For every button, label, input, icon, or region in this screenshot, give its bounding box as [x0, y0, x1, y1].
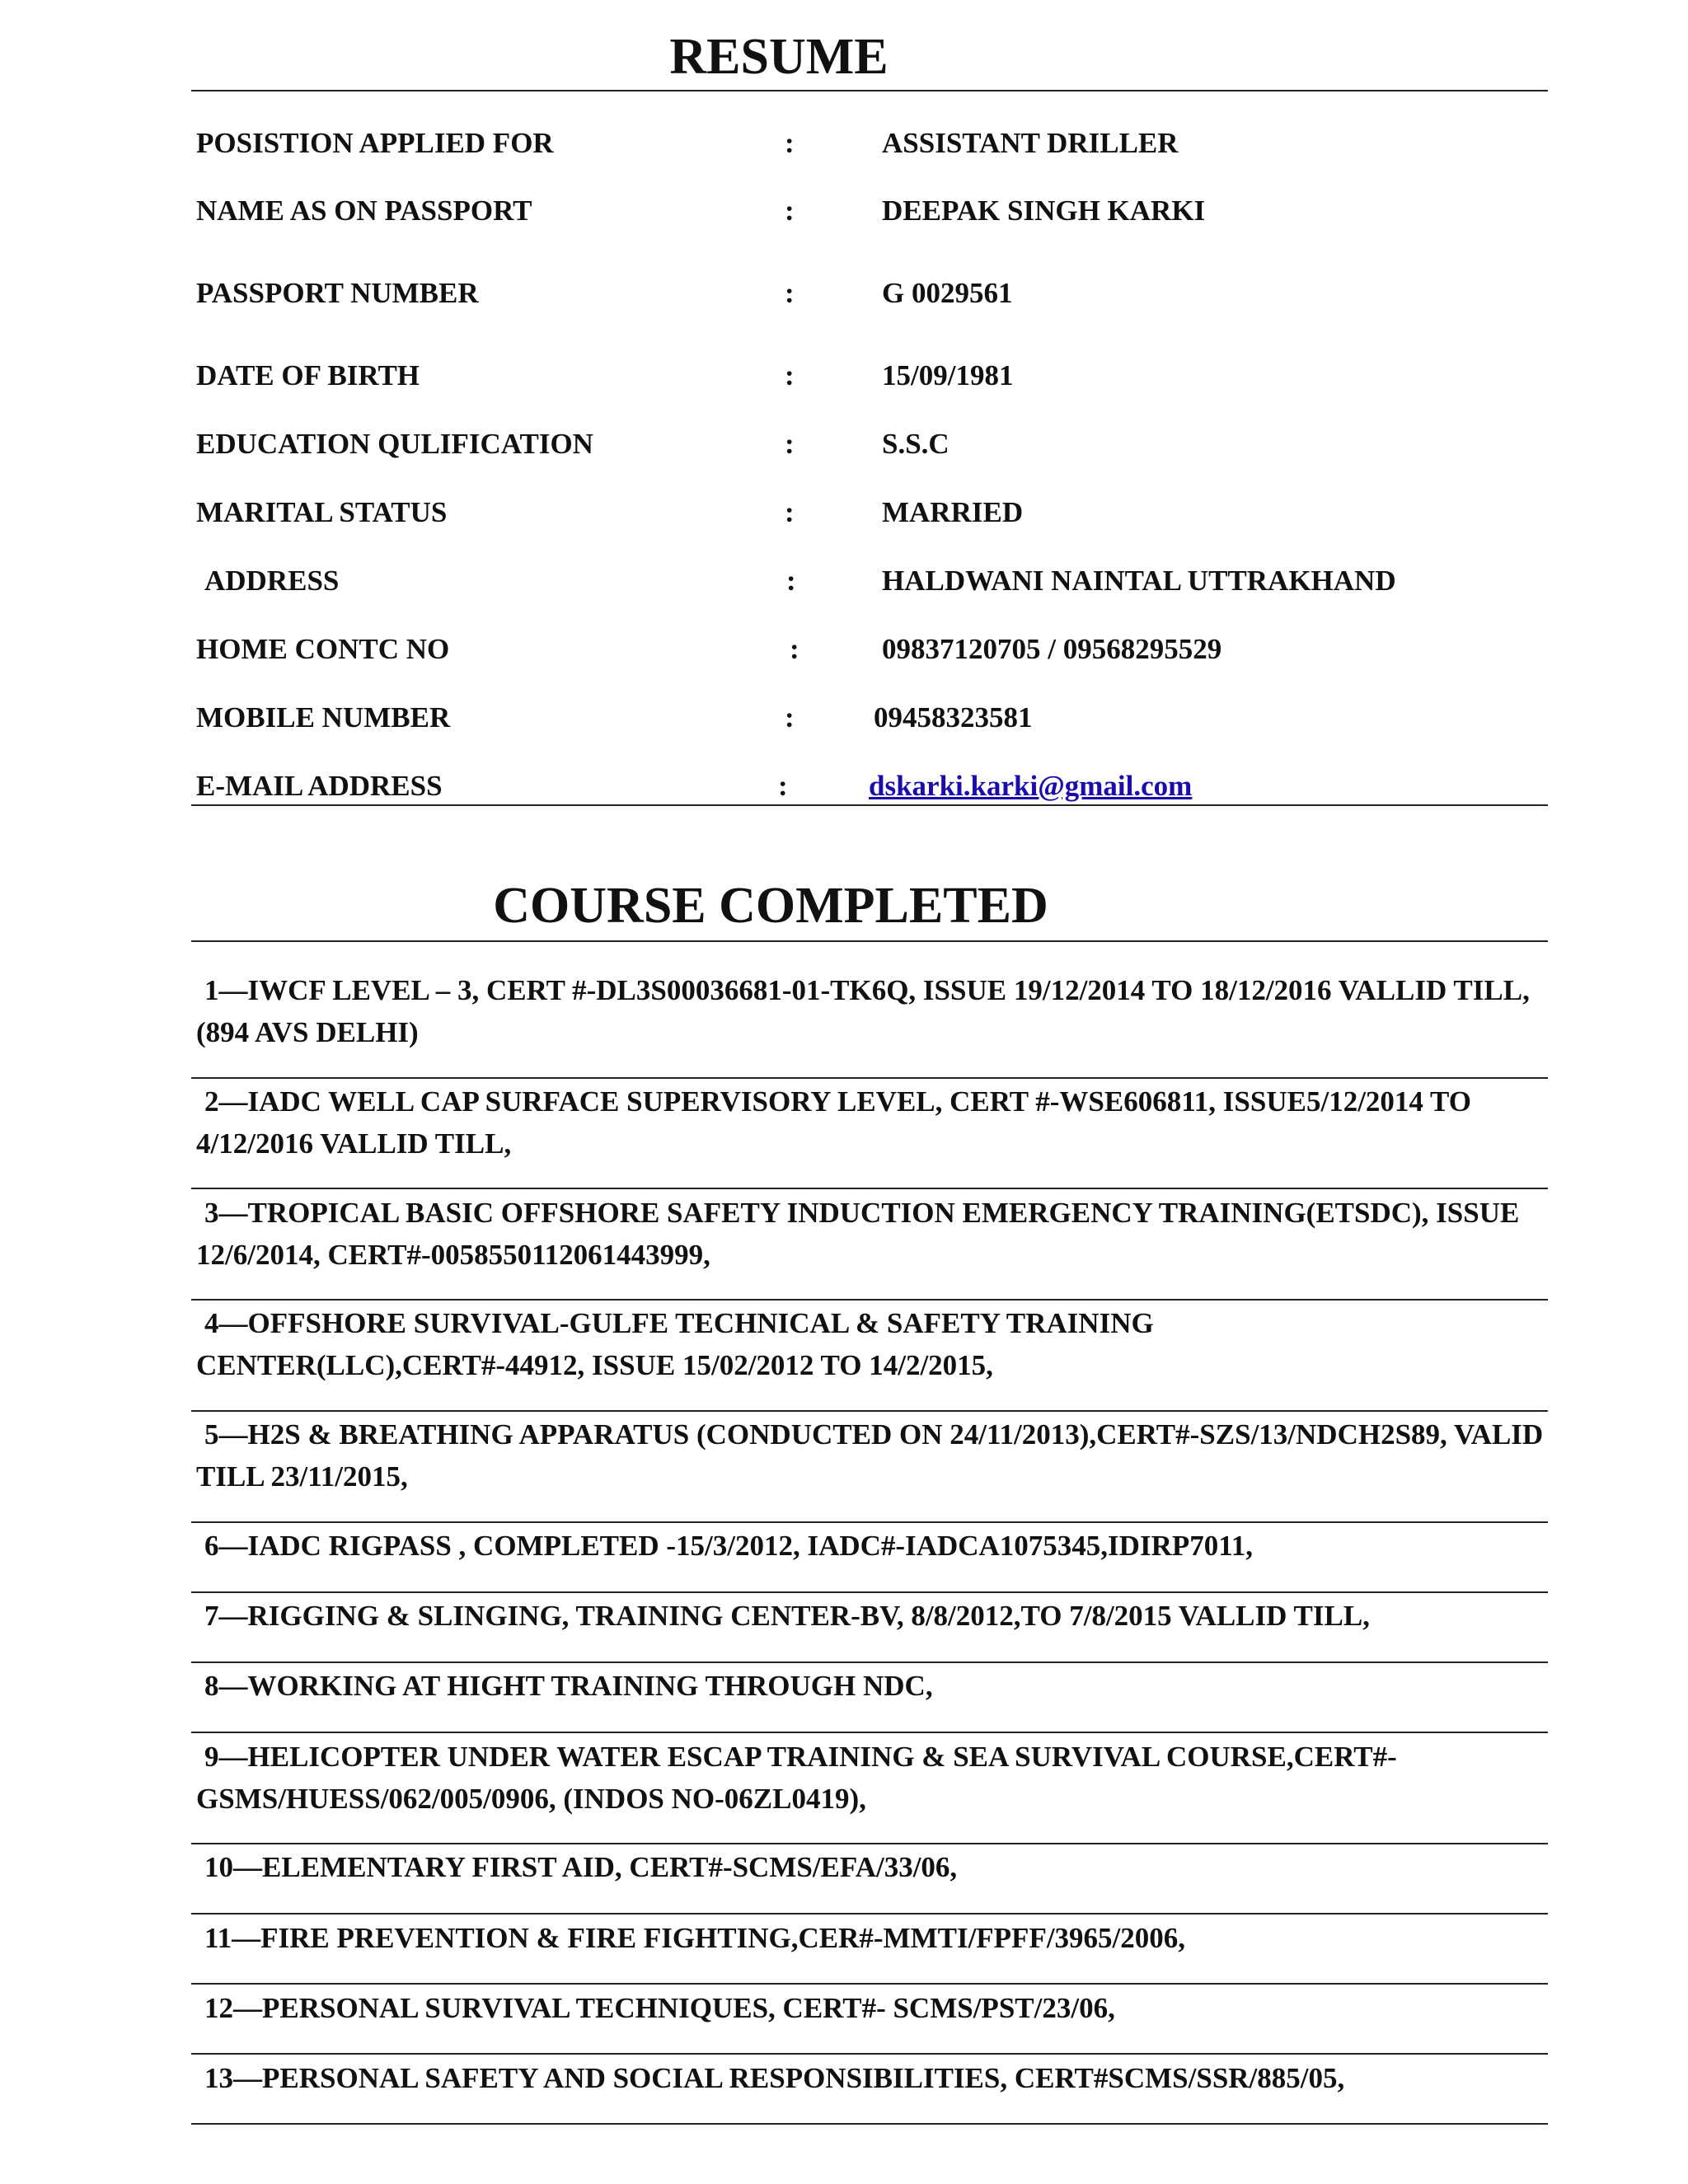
course-item — [196, 1413, 1548, 1497]
course-text: 11—FIRE PREVENTION & FIRE FIGHTING,CER#-MMTI/FPFF/3965/2006, — [204, 1922, 1186, 1954]
info-row-home-contact — [0, 631, 1688, 668]
course-text: 9—HELICOPTER UNDER WATER ESCAP TRAINING & SEA SURVIVAL COURSE,CERT#-GSMS/HUESS/062/005/0906, (INDOS NO-06ZL0419), — [196, 1741, 1397, 1815]
info-label: DATE OF BIRTH — [196, 359, 420, 391]
info-colon: : — [785, 277, 795, 309]
course-item — [196, 1846, 1548, 1888]
info-row-name — [0, 193, 1688, 229]
section-divider — [191, 940, 1548, 942]
course-divider — [191, 1591, 1548, 1593]
course-divider — [191, 1983, 1548, 1985]
course-divider — [191, 1521, 1548, 1523]
course-text: 1—IWCF LEVEL – 3, CERT #-DL3S00036681-01-TK6Q, ISSUE 19/12/2014 TO 18/12/2016 VALLID TILL, (894 AVS DELHI) — [196, 974, 1530, 1048]
info-value: MARRIED — [882, 496, 1024, 528]
info-row-dob — [0, 358, 1688, 394]
info-row-marital — [0, 494, 1688, 531]
info-value-email — [869, 768, 1192, 804]
course-divider — [191, 2123, 1548, 2125]
info-row-mobile — [0, 700, 1688, 736]
info-value: ASSISTANT DRILLER — [882, 127, 1179, 159]
course-divider — [191, 1661, 1548, 1663]
course-divider — [191, 1843, 1548, 1844]
course-item — [196, 1987, 1548, 2029]
course-text: 3—TROPICAL BASIC OFFSHORE SAFETY INDUCTION EMERGENCY TRAINING(ETSDC), ISSUE 12/6/2014, CERT#-0058550112061443999, — [196, 1197, 1520, 1271]
info-colon: : — [790, 633, 799, 665]
course-text: 12—PERSONAL SURVIVAL TECHNIQUES, CERT#- SCMS/PST/23/06, — [204, 1992, 1115, 2024]
course-text: 13—PERSONAL SAFETY AND SOCIAL RESPONSIBILITIES, CERT#SCMS/SSR/885/05, — [204, 2062, 1345, 2094]
info-value: 09458323581 — [874, 701, 1033, 733]
info-colon: : — [785, 428, 795, 460]
course-divider — [191, 1299, 1548, 1301]
info-value: 15/09/1981 — [882, 359, 1014, 391]
course-text: 4—OFFSHORE SURVIVAL-GULFE TECHNICAL & SAFETY TRAINING CENTER(LLC),CERT#-44912, ISSUE 15/02/2012 TO 14/2/2015, — [196, 1307, 1154, 1381]
info-value: 09837120705 / 09568295529 — [882, 633, 1222, 665]
course-item — [196, 1302, 1548, 1386]
info-label: ADDRESS — [204, 565, 340, 597]
course-text: 5—H2S & BREATHING APPARATUS (CONDUCTED ON 24/11/2013),CERT#-SZS/13/NDCH2S89, VALID TILL 23/11/2015, — [196, 1418, 1544, 1493]
info-colon: : — [785, 194, 795, 227]
course-item — [196, 2057, 1548, 2099]
info-value: HALDWANI NAINTAL UTTRAKHAND — [882, 565, 1396, 597]
course-item — [196, 1917, 1548, 1959]
info-colon: : — [778, 770, 788, 802]
details-divider — [191, 804, 1548, 806]
title-divider — [191, 90, 1548, 91]
info-value: DEEPAK SINGH KARKI — [882, 194, 1206, 227]
info-label: HOME CONTC NO — [196, 633, 450, 665]
course-divider — [191, 1410, 1548, 1412]
info-value: S.S.C — [882, 428, 950, 460]
course-item — [196, 1192, 1548, 1276]
info-label: E-MAIL ADDRESS — [196, 770, 443, 802]
email-link[interactable]: dskarki.karki@gmail.com — [869, 770, 1193, 802]
info-label: EDUCATION QULIFICATION — [196, 428, 593, 460]
info-row-email — [0, 768, 1688, 804]
course-divider — [191, 1913, 1548, 1915]
info-row-address — [0, 563, 1688, 599]
course-text: 10—ELEMENTARY FIRST AID, CERT#-SCMS/EFA/33/06, — [204, 1851, 958, 1883]
course-divider — [191, 2053, 1548, 2055]
info-label: NAME AS ON PASSPORT — [196, 194, 532, 227]
course-divider — [191, 1077, 1548, 1079]
course-item — [196, 1080, 1548, 1165]
info-colon: : — [785, 701, 795, 733]
info-value: G 0029561 — [882, 277, 1013, 309]
info-label: MOBILE NUMBER — [196, 701, 451, 733]
course-text: 2—IADC WELL CAP SURFACE SUPERVISORY LEVEL, CERT #-WSE606811, ISSUE5/12/2014 TO 4/12/2016 VALLID TILL, — [196, 1085, 1471, 1160]
info-label: MARITAL STATUS — [196, 496, 448, 528]
info-label: POSISTION APPLIED FOR — [196, 127, 554, 159]
course-item — [196, 1736, 1548, 1820]
course-divider — [191, 1188, 1548, 1189]
info-colon: : — [786, 565, 796, 597]
info-row-education — [0, 426, 1688, 462]
course-divider — [191, 1732, 1548, 1733]
course-item — [196, 1665, 1548, 1707]
info-colon: : — [785, 127, 795, 159]
course-text: 8—WORKING AT HIGHT TRAINING THROUGH NDC, — [204, 1670, 933, 1702]
info-colon: : — [785, 359, 795, 391]
info-row-position — [0, 125, 1688, 162]
course-text: 6—IADC RIGPASS , COMPLETED -15/3/2012, IADC#-IADCA1075345,IDIRP7011, — [204, 1530, 1254, 1562]
section-title: COURSE COMPLETED — [493, 878, 1048, 934]
course-item — [196, 1525, 1548, 1567]
document-title: RESUME — [669, 29, 889, 85]
course-item — [196, 969, 1548, 1053]
course-text: 7—RIGGING & SLINGING, TRAINING CENTER-BV, 8/8/2012,TO 7/8/2015 VALLID TILL, — [204, 1600, 1370, 1632]
info-colon: : — [785, 496, 795, 528]
course-item — [196, 1595, 1548, 1637]
info-row-passport — [0, 275, 1688, 312]
info-label: PASSPORT NUMBER — [196, 277, 479, 309]
